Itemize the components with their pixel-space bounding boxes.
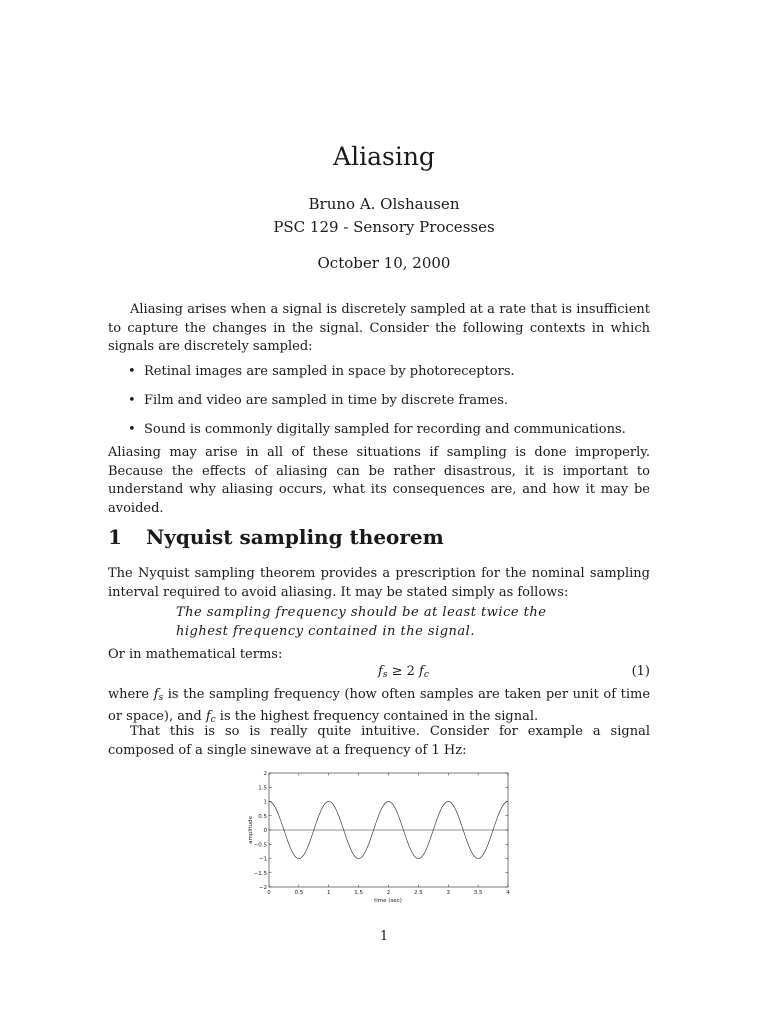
y-tick-label: −0.5 xyxy=(253,842,267,849)
equation-number: (1) xyxy=(631,664,650,679)
bullet-text: Film and video are sampled in time by discrete frames. xyxy=(144,393,508,408)
y-tick-label: 1.5 xyxy=(258,785,267,792)
x-tick-label: 0 xyxy=(267,890,271,896)
bullet-icon: • xyxy=(128,364,136,379)
x-tick-label: 3 xyxy=(446,890,450,896)
y-tick-label: −1 xyxy=(258,856,267,863)
x-tick-label: 0.5 xyxy=(294,890,304,896)
y-tick-label: 0.5 xyxy=(258,813,267,820)
x-tick-label: 4 xyxy=(506,890,510,896)
page-number: 1 xyxy=(379,929,389,944)
axis-ticks xyxy=(254,771,511,896)
y-tick-label: −1.5 xyxy=(253,870,267,877)
bullet-text: Retinal images are sampled in space by photoreceptors. xyxy=(144,364,515,379)
list-item xyxy=(128,422,626,437)
x-tick-label: 2.5 xyxy=(414,890,423,896)
x-axis-label: time (sec) xyxy=(374,898,402,904)
list-item xyxy=(128,364,515,379)
intuitive-paragraph: That this is so is really quite intuitive. Consider for example a signal composed of a single sinewave at a frequency of 1 Hz: xyxy=(108,724,650,758)
paper-title: Aliasing xyxy=(333,142,435,171)
bullet-icon: • xyxy=(128,393,136,408)
aliasing-paragraph: Aliasing may arise in all of these situations if sampling is done improperly. Because the effects of aliasing can be rather disastrous, it is important to understand why aliasing occurs, what its consequences are, and how it may be avoided. xyxy=(108,445,650,516)
y-tick-label: 2 xyxy=(263,771,267,777)
sinewave-chart xyxy=(240,768,520,908)
x-tick-label: 3.5 xyxy=(473,890,483,896)
x-tick-label: 1 xyxy=(327,890,331,896)
bullet-icon: • xyxy=(128,422,136,437)
section-title: Nyquist sampling theorem xyxy=(146,525,444,549)
intro-paragraph: Aliasing arises when a signal is discretely sampled at a rate that is insufficient to capture the changes in the signal. Consider the following contexts in which signals are discretely sampled: xyxy=(108,302,650,354)
section-number: 1 xyxy=(108,525,122,549)
paper-date: October 10, 2000 xyxy=(317,254,451,272)
y-tick-label: 0 xyxy=(263,828,267,834)
nyquist-paragraph: The Nyquist sampling theorem provides a prescription for the nominal sampling interval required to avoid aliasing. It may be stated simply as follows: xyxy=(108,566,650,600)
x-tick-label: 2 xyxy=(386,890,391,896)
y-tick-label: 1 xyxy=(263,799,267,806)
list-item xyxy=(128,393,508,408)
math-intro: Or in mathematical terms: xyxy=(108,647,283,662)
author-name: Bruno A. Olshausen xyxy=(308,195,460,213)
theorem-quote: The sampling frequency should be at least twice the highest frequency contained in the signal. xyxy=(176,605,547,639)
equation-formula: $f_s \ge 2$ $f_c$ xyxy=(378,664,429,680)
y-axis-label: amplitude xyxy=(248,816,254,844)
section-heading xyxy=(108,525,444,549)
bullet-text: Sound is commonly digitally sampled for recording and communications. xyxy=(144,422,626,437)
y-tick-label: −2 xyxy=(258,885,267,891)
where-paragraph: where $f_s$ is the sampling frequency (how often samples are taken per unit of time or space), and $f_c$ is the highest frequency contained in the signal. xyxy=(108,687,651,725)
course-name: PSC 129 - Sensory Processes xyxy=(273,218,495,236)
x-tick-label: 1.5 xyxy=(354,890,363,896)
